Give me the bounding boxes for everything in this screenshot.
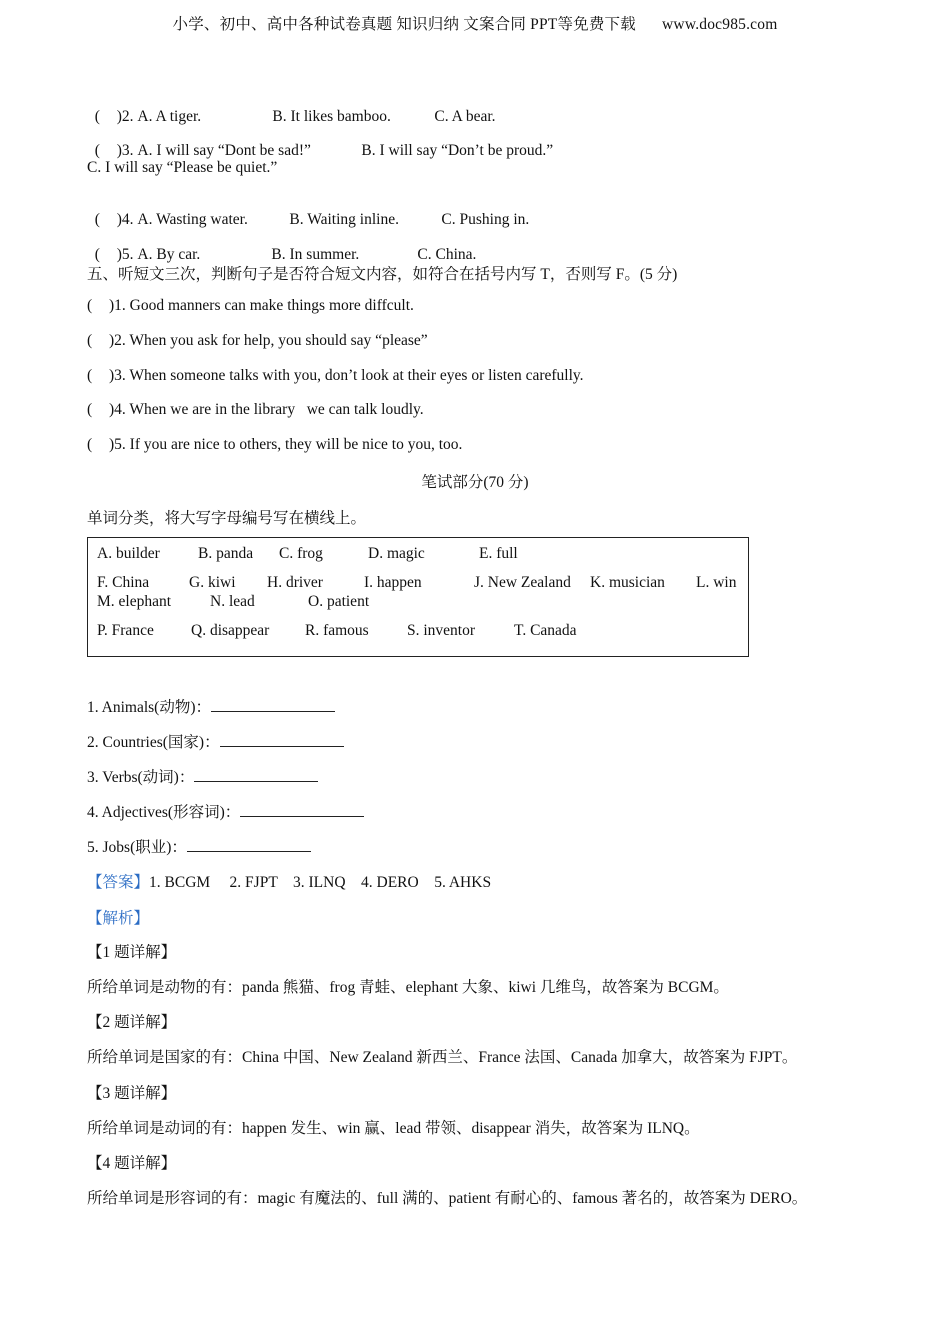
- section-5-item: ( )3. When someone talks with you, don’t look at their eyes or listen carefully.: [87, 367, 584, 384]
- detail-title: 【2 题详解】: [87, 1014, 177, 1031]
- section-5-title: 五、听短文三次，判断句子是否符合短文内容，如符合在括号内写 T，否则写 F。(5 分): [87, 266, 678, 283]
- word: T. Canada: [514, 622, 577, 639]
- word: F. China: [97, 574, 150, 591]
- section-5-item: ( )1. Good manners can make things more diffcult.: [87, 297, 414, 314]
- word: H. driver: [267, 574, 323, 591]
- answer-line: [87, 870, 491, 892]
- word: E. full: [479, 545, 518, 562]
- classify-question-verbs: 3. Verbs(动词)：: [87, 765, 318, 787]
- word: R. famous: [305, 622, 369, 639]
- word: D. magic: [368, 545, 425, 562]
- answer-text: 1. BCGM 2. FJPT 3. ILNQ 4. DERO 5. AHKS: [149, 874, 492, 891]
- question-4-4: ( )4. A. Wasting water. B. Waiting inline. C. Pushing in.: [94, 211, 530, 228]
- word-box: [87, 537, 749, 657]
- answer-label: 【答案】: [87, 874, 150, 891]
- classify-question-countries: 2. Countries(国家)：: [87, 730, 344, 752]
- answer-blank[interactable]: [220, 734, 344, 747]
- word: J. New Zealand: [474, 574, 571, 591]
- detail-body: 所给单词是动物的有：panda 熊猫、frog 青蛙、elephant 大象、kiwi 几维鸟，故答案为 BCGM。: [87, 979, 729, 996]
- answer-blank[interactable]: [194, 769, 318, 782]
- word: M. elephant: [97, 593, 172, 610]
- question-4-5: ( )5. A. By car. B. In summer. C. China.: [94, 246, 477, 263]
- word: B. panda: [198, 545, 254, 562]
- question-4-3: ( )3. A. I will say “Dont be sad!” B. I will say “Don’t be proud.”: [94, 142, 554, 159]
- detail-body: 所给单词是形容词的有：magic 有魔法的、full 满的、patient 有耐心的、famous 著名的，故答案为 DERO。: [87, 1190, 808, 1207]
- question-4-3-option-c: C. I will say “Please be quiet.”: [87, 159, 278, 176]
- classify-instruction: 单词分类，将大写字母编号写在横线上。: [87, 510, 367, 527]
- word: L. win: [696, 574, 737, 591]
- word: O. patient: [308, 593, 370, 610]
- word: P. France: [97, 622, 154, 639]
- word: S. inventor: [407, 622, 476, 639]
- written-part-title: 笔试部分(70 分): [421, 474, 529, 491]
- classify-question-animals: 1. Animals(动物)：: [87, 695, 335, 717]
- page-header: [0, 12, 950, 34]
- detail-body: 所给单词是动词的有：happen 发生、win 赢、lead 带领、disappear 消失，故答案为 ILNQ。: [87, 1120, 700, 1137]
- detail-title: 【1 题详解】: [87, 944, 177, 961]
- detail-title: 【3 题详解】: [87, 1085, 177, 1102]
- header-text: 小学、初中、高中各种试卷真题 知识归纳 文案合同 PPT等免费下载: [172, 16, 636, 33]
- answer-blank[interactable]: [240, 804, 364, 817]
- analysis-label: 【解析】: [87, 910, 150, 927]
- word: G. kiwi: [189, 574, 236, 591]
- answer-blank[interactable]: [211, 699, 335, 712]
- question-4-2: ( )2. A. A tiger. B. It likes bamboo. C. A bear.: [94, 108, 496, 125]
- header-site: www.doc985.com: [662, 16, 778, 33]
- word: C. frog: [279, 545, 323, 562]
- detail-title: 【4 题详解】: [87, 1155, 177, 1172]
- section-5-item: ( )4. When we are in the library we can talk loudly.: [87, 401, 424, 418]
- section-5-item: ( )2. When you ask for help, you should say “please”: [87, 332, 428, 349]
- classify-question-adjectives: 4. Adjectives(形容词)：: [87, 800, 364, 822]
- word: N. lead: [210, 593, 255, 610]
- section-5-item: ( )5. If you are nice to others, they will be nice to you, too.: [87, 436, 463, 453]
- classify-question-jobs: 5. Jobs(职业)：: [87, 835, 311, 857]
- word: Q. disappear: [191, 622, 270, 639]
- word: K. musician: [590, 574, 665, 591]
- answer-blank[interactable]: [187, 839, 311, 852]
- word: I. happen: [364, 574, 422, 591]
- word: A. builder: [97, 545, 160, 562]
- detail-body: 所给单词是国家的有：China 中国、New Zealand 新西兰、France 法国、Canada 加拿大，故答案为 FJPT。: [87, 1049, 798, 1066]
